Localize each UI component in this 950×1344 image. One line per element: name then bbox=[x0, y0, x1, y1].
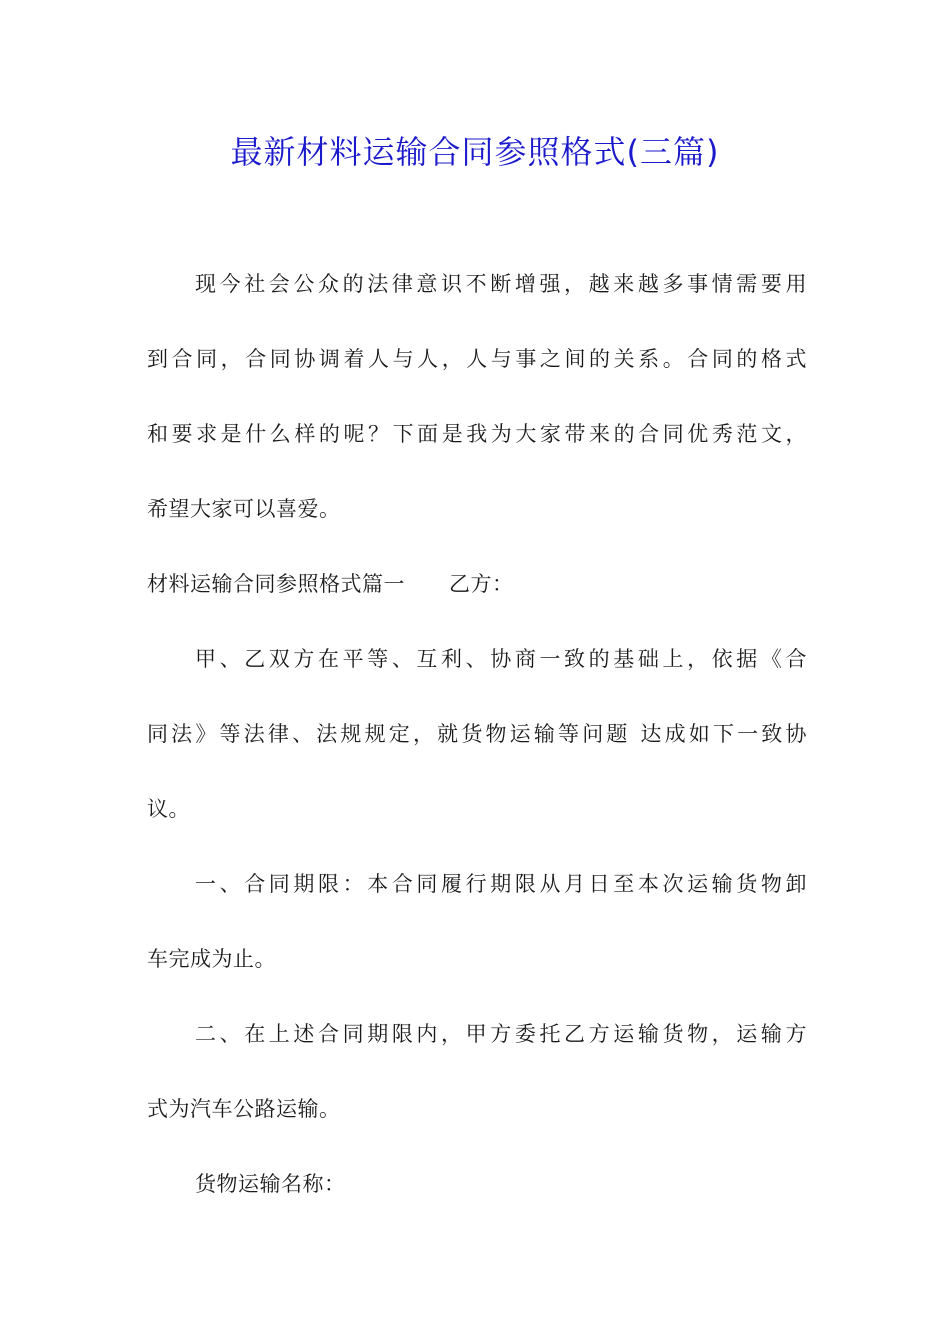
document-title: 最新材料运输合同参照格式(三篇) bbox=[230, 133, 720, 171]
clause-1-line-2: 车完成为止。 bbox=[147, 947, 276, 971]
clause-2-line-2: 式为汽车公路运输。 bbox=[147, 1097, 341, 1121]
party-b-label: 乙方： bbox=[449, 572, 514, 596]
intro-line-2: 到合同，合同协调着人与人，人与事之间的关系。合同的格式 bbox=[147, 347, 807, 371]
intro-line-1: 现今社会公众的法律意识不断增强，越来越多事情需要用 bbox=[195, 272, 807, 296]
preamble-line-3: 议。 bbox=[147, 797, 190, 821]
preamble-line-1: 甲、乙双方在平等、互利、协商一致的基础上，依据《合 bbox=[195, 647, 807, 671]
section-name: 材料运输合同参照格式篇一 bbox=[147, 572, 405, 596]
preamble-line-2: 同法》等法律、法规规定，就货物运输等问题 达成如下一致协 bbox=[147, 722, 807, 746]
intro-line-4: 希望大家可以喜爱。 bbox=[147, 497, 341, 521]
goods-name-label: 货物运输名称： bbox=[195, 1172, 346, 1196]
section-heading bbox=[147, 568, 807, 600]
clause-1-line-1: 一、合同期限：本合同履行期限从月日至本次运输货物卸 bbox=[195, 872, 807, 896]
intro-line-3: 和要求是什么样的呢？下面是我为大家带来的合同优秀范文， bbox=[147, 422, 807, 446]
clause-2-line-1: 二、在上述合同期限内，甲方委托乙方运输货物，运输方 bbox=[195, 1022, 807, 1046]
